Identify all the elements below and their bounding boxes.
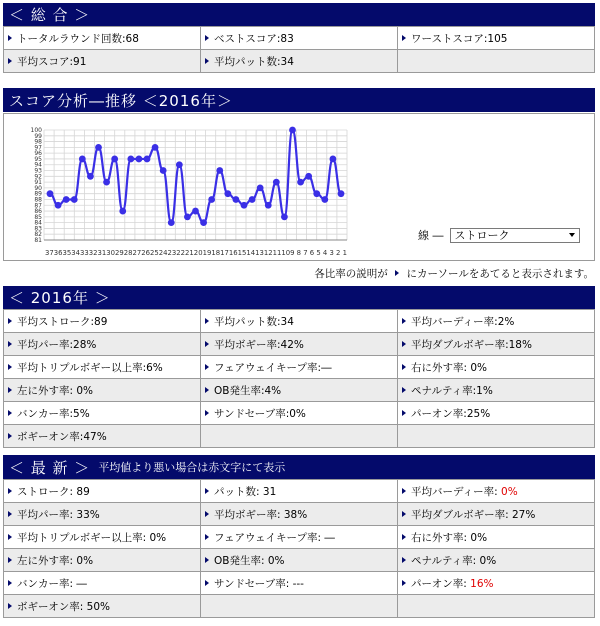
data-point[interactable] [79,156,86,163]
arrow-icon[interactable] [8,35,12,41]
stat-cell[interactable]: サンドセーブ率:0% [201,402,398,425]
data-point[interactable] [103,179,110,186]
data-point[interactable] [249,196,256,203]
arrow-icon[interactable] [8,410,12,416]
latest-stat-cell[interactable]: サンドセーブ率: --- [201,572,398,595]
stat-cell[interactable]: OB発生率:4% [201,379,398,402]
data-point[interactable] [47,190,54,197]
data-point[interactable] [281,213,288,220]
summary-cell[interactable]: 平均スコア:91 [4,50,201,73]
year-table [3,309,595,448]
latest-stat-cell[interactable]: 左に外す率: 0% [4,549,201,572]
arrow-icon[interactable] [205,534,209,540]
summary-cell[interactable]: ワーストスコア:105 [398,27,595,50]
arrow-icon[interactable] [8,534,12,540]
arrow-icon[interactable] [402,364,406,370]
arrow-icon[interactable] [402,534,406,540]
stat-cell[interactable]: 平均バーディー率:2% [398,310,595,333]
year-header [3,286,595,309]
latest-stat-cell[interactable]: OB発生率: 0% [201,549,398,572]
arrow-icon[interactable] [402,410,406,416]
latest-stat-cell[interactable]: 平均バーディー率: 0% [398,480,595,503]
latest-stat-cell[interactable]: パット数: 31 [201,480,398,503]
arrow-icon[interactable] [402,387,406,393]
stat-cell[interactable]: 右に外す率: 0% [398,356,595,379]
arrow-icon[interactable] [8,433,12,439]
data-point[interactable] [176,161,183,168]
arrow-icon[interactable] [402,318,406,324]
data-point[interactable] [241,202,248,209]
data-point[interactable] [63,196,70,203]
arrow-icon[interactable] [205,557,209,563]
arrow-icon[interactable] [8,488,12,494]
arrow-icon[interactable] [8,557,12,563]
data-point[interactable] [87,173,94,180]
arrow-icon[interactable] [205,341,209,347]
stat-cell[interactable]: パーオン率:25% [398,402,595,425]
latest-stat-cell-empty [201,595,398,618]
summary-cell[interactable]: 平均パット数:34 [201,50,398,73]
data-point[interactable] [208,196,215,203]
series-select-value: ストローク [454,229,510,242]
data-point[interactable] [257,184,264,191]
arrow-icon[interactable] [205,387,209,393]
y-tick-label: 97 [34,144,42,152]
y-tick-label: 88 [34,196,42,204]
latest-stat-cell[interactable]: 右に外す率: 0% [398,526,595,549]
arrow-icon[interactable] [8,318,12,324]
arrow-icon [395,270,399,276]
summary-header [3,3,595,26]
stat-cell[interactable]: フェアウェイキープ率:― [201,356,398,379]
arrow-icon[interactable] [402,488,406,494]
data-point[interactable] [321,196,328,203]
data-point[interactable] [289,127,296,134]
latest-stat-cell[interactable]: フェアウェイキープ率: ― [201,526,398,549]
arrow-icon[interactable] [8,341,12,347]
data-point[interactable] [192,208,199,215]
arrow-icon[interactable] [8,603,12,609]
data-point[interactable] [184,213,191,220]
arrow-icon[interactable] [402,511,406,517]
data-point[interactable] [265,202,272,209]
line-selector [418,227,580,243]
y-tick-label: 87 [34,202,42,210]
arrow-icon[interactable] [402,557,406,563]
latest-table [3,479,595,618]
latest-stat-cell-empty [398,595,595,618]
latest-stat-cell[interactable]: 平均ダブルボギー率: 27% [398,503,595,526]
y-tick-label: 83 [34,225,42,233]
data-point[interactable] [338,190,345,197]
arrow-icon[interactable] [402,35,406,41]
stat-cell[interactable]: バンカー率:5% [4,402,201,425]
arrow-icon[interactable] [8,580,12,586]
stat-cell-empty [398,425,595,448]
summary-title: ＜ 総 合 ＞ [9,6,91,24]
stat-cell[interactable]: 平均パー率:28% [4,333,201,356]
stat-cell[interactable]: 平均ボギー率:42% [201,333,398,356]
stat-cell[interactable]: 平均パット数:34 [201,310,398,333]
arrow-icon[interactable] [205,58,209,64]
year-title: ＜ 2016年 ＞ [9,289,111,307]
summary-cell-empty [398,50,595,73]
latest-stat-cell[interactable]: 平均ボギー率: 38% [201,503,398,526]
y-tick-label: 86 [34,208,42,216]
series-select[interactable] [450,228,580,243]
stat-cell-empty [201,425,398,448]
data-point[interactable] [95,144,102,151]
y-tick-label: 84 [34,219,42,227]
latest-stat-cell[interactable]: ペナルティ率: 0% [398,549,595,572]
data-point[interactable] [200,219,207,226]
arrow-icon[interactable] [205,35,209,41]
latest-stat-cell[interactable]: 平均トリプルボギー以上率: 0% [4,526,201,549]
latest-stat-cell[interactable]: ストローク: 89 [4,480,201,503]
data-point[interactable] [168,219,175,226]
summary-cell[interactable]: トータルラウンド回数:68 [4,27,201,50]
y-tick-label: 98 [34,138,42,146]
stat-cell[interactable]: ボギーオン率:47% [4,425,201,448]
y-tick-label: 96 [34,150,42,158]
data-point[interactable] [136,156,143,163]
latest-stat-cell[interactable]: バンカー率: ― [4,572,201,595]
y-tick-label: 85 [34,213,42,221]
y-tick-label: 93 [34,167,42,175]
data-point[interactable] [233,196,240,203]
stat-cell[interactable]: 平均トリプルボギー以上率:6% [4,356,201,379]
analysis-header [3,88,595,112]
y-tick-label: 81 [34,237,42,244]
stat-cell[interactable]: 平均ダブルボギー率:18% [398,333,595,356]
arrow-icon[interactable] [8,364,12,370]
y-tick-label: 89 [34,190,42,198]
arrow-icon[interactable] [205,488,209,494]
stat-cell[interactable]: 左に外す率: 0% [4,379,201,402]
latest-header [3,455,595,479]
data-point[interactable] [152,144,159,151]
arrow-icon[interactable] [8,58,12,64]
chevron-down-icon [569,233,575,237]
summary-table [3,26,595,73]
y-tick-label: 95 [34,155,42,163]
data-point[interactable] [55,202,62,209]
data-point[interactable] [144,156,151,163]
data-point[interactable] [127,156,134,163]
data-point[interactable] [330,156,337,163]
latest-subtitle: 平均値より悪い場合は赤文字にて表示 [98,461,286,474]
stat-cell[interactable]: ペナルティ率:1% [398,379,595,402]
data-point[interactable] [216,167,223,174]
y-tick-label: 100 [30,127,42,134]
data-point[interactable] [313,190,320,197]
arrow-icon[interactable] [205,318,209,324]
chart-x-tick-labels: 373635343332313029282726252423222120191817161514131211109 8 7 6 5 4 3 2 1 [45,248,347,257]
data-point[interactable] [111,156,118,163]
arrow-icon[interactable] [205,511,209,517]
y-tick-label: 91 [34,179,42,187]
latest-stat-cell[interactable]: パーオン率: 16% [398,572,595,595]
arrow-icon[interactable] [205,580,209,586]
summary-cell[interactable]: ベストスコア:83 [201,27,398,50]
latest-stat-cell[interactable]: ボギーオン率: 50% [4,595,201,618]
data-point[interactable] [71,196,78,203]
y-tick-label: 90 [34,184,42,192]
data-point[interactable] [297,179,304,186]
latest-stat-cell[interactable]: 平均パー率: 33% [4,503,201,526]
line-label: 線 ― [418,229,444,242]
analysis-title: スコア分析―推移 ＜2016年＞ [9,91,233,110]
y-tick-label: 82 [34,231,42,239]
data-point[interactable] [224,190,231,197]
arrow-icon[interactable] [8,387,12,393]
hint-note: 各比率の説明が にカーソールをあてると表示されます。 [314,268,594,280]
data-point[interactable] [160,167,167,174]
arrow-icon[interactable] [205,410,209,416]
arrow-icon[interactable] [8,511,12,517]
y-tick-label: 99 [34,132,42,140]
arrow-icon[interactable] [402,580,406,586]
y-tick-label: 92 [34,173,42,181]
data-point[interactable] [273,179,280,186]
stat-cell[interactable]: 平均ストローク:89 [4,310,201,333]
arrow-icon[interactable] [402,341,406,347]
arrow-icon[interactable] [205,364,209,370]
latest-title: ＜ 最 新 ＞ [9,458,91,477]
data-point[interactable] [305,173,312,180]
data-point[interactable] [119,208,126,215]
chart-y-ticks [31,127,43,244]
y-tick-label: 94 [34,161,42,169]
